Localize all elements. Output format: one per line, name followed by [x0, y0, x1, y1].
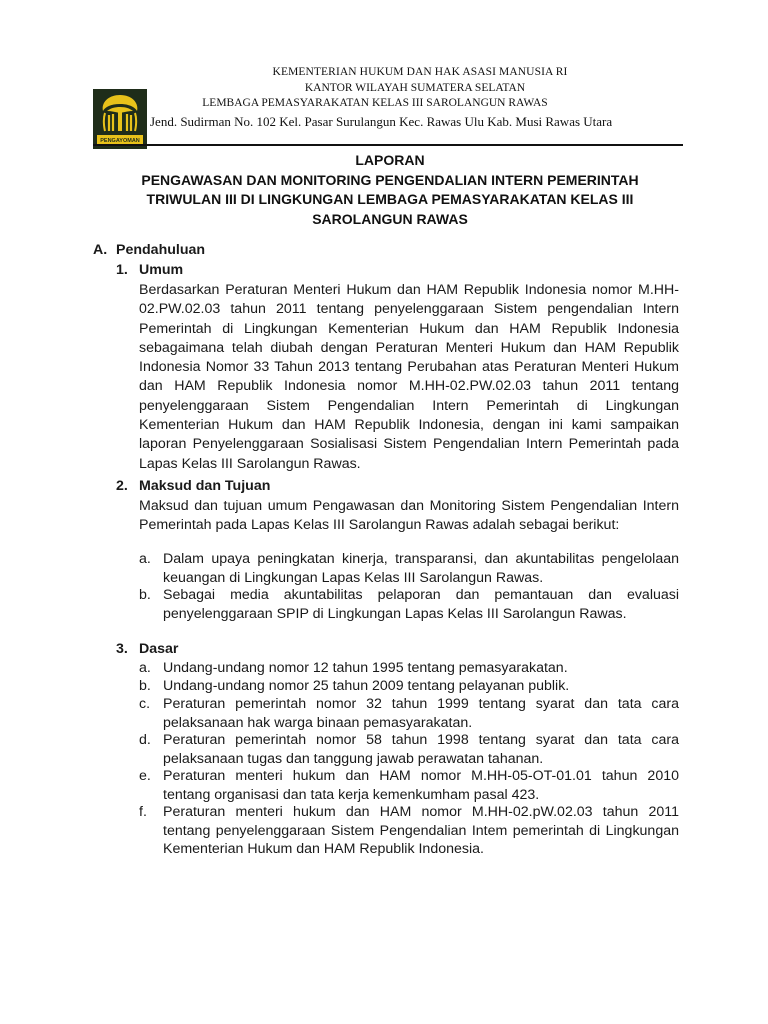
maksud-item-b-text: Sebagai media akuntabilitas pelaporan dan pemantauan dan evaluasi penyelenggaraan SPIP di Lingkungan Lapas Kelas III Sarolangun Rawas.: [163, 587, 679, 622]
dasar-item-f-text: Peraturan menteri hukum dan HAM nomor M.HH-02.pW.02.03 tahun 2011 tentang penyelenggaraan Sistem Pengendalian Intem pemerintah di Lingkungan Kementerian Hukum dan HAM Republik Indonesia.: [163, 804, 679, 857]
maksud-number: 2.: [116, 478, 128, 494]
dasar-item-a-text: Undang-undang nomor 12 tahun 1995 tentang pemasyarakatan.: [163, 660, 568, 676]
letterhead-ministry: KEMENTERIAN HUKUM DAN HAK ASASI MANUSIA RI: [272, 66, 568, 78]
pengayoman-emblem-icon: [93, 89, 147, 149]
umum-paragraph: Berdasarkan Peraturan Menteri Hukum dan HAM Republik Indonesia nomor M.HH-02.PW.02.03 tahun 2011 tentang penyelenggaraan Sistem pengendalian Intern Pemerintah di Lingkungan Kementerian Hukum dan HAM Republik Indonesia sebagaimana telah diubah dengan Peraturan Menteri Hukum dan HAM Republik Indonesia Nomor 33 Tahun 2013 tentang Perubahan atas Peraturan Menteri Hukum dan HAM Republik Indonesia nomor M.HH-02.PW.02.03 tahun 2011 tentang penyelenggaraan Sistem Pengendalian Intern Pemerintah di Lingkungan Kementerian Hukum dan HAM Republik Indonesia, dengan ini kami sampaikan laporan Penyelenggaraan Sosialisasi Sistem Pengendalian Intern Pemerintah pada Lapas Kelas III Sarolangun Rawas.: [139, 282, 679, 472]
dasar-item-d-text: Peraturan pemerintah nomor 58 tahun 1998 tentang syarat dan tata cara pelaksanaan tugas dan tanggung jawab perawatan tahanan.: [163, 732, 679, 767]
maksud-item-a-text: Dalam upaya peningkatan kinerja, transparansi, dan akuntabilitas pengelolaan keuangan di Lingkungan Lapas Kelas III Sarolangun Rawas.: [163, 551, 679, 586]
report-title: [90, 151, 690, 229]
dasar-item-e-label: e.: [139, 768, 151, 784]
maksud-heading: Maksud dan Tujuan: [139, 478, 271, 494]
maksud-paragraph: Maksud dan tujuan umum Pengawasan dan Monitoring Sistem Pengendalian Intern Pemerintah pada Lapas Kelas III Sarolangun Rawas adalah sebagai berikut:: [139, 498, 679, 534]
letterhead-divider: [93, 144, 683, 146]
title-line-4: SAROLANGUN RAWAS: [312, 210, 468, 227]
maksud-item-a-label: a.: [139, 551, 151, 567]
dasar-item-b-label: b.: [139, 678, 151, 694]
dasar-item-c-text: Peraturan pemerintah nomor 32 tahun 1999 tentang syarat dan tata cara pelaksanaan hak warga binaan pemasyarakatan.: [163, 696, 679, 731]
list-item: [139, 586, 679, 624]
umum-number: 1.: [116, 262, 128, 278]
letterhead-institution: LEMBAGA PEMASYARAKATAN KELAS III SAROLANGUN RAWAS: [202, 97, 548, 109]
dasar-item-c-label: c.: [139, 696, 151, 712]
dasar-number: 3.: [116, 641, 128, 657]
dasar-item-b-text: Undang-undang nomor 25 tahun 2009 tentang pelayanan publik.: [163, 678, 570, 694]
section-a-heading: Pendahuluan: [116, 242, 206, 258]
maksud-item-b-label: b.: [139, 587, 151, 603]
umum-heading: Umum: [139, 262, 184, 278]
section-a-label: A.: [93, 242, 108, 258]
title-line-2: PENGAWASAN DAN MONITORING PENGENDALIAN INTERN PEMERINTAH: [141, 171, 639, 188]
dasar-heading: Dasar: [139, 641, 179, 657]
title-line-3: TRIWULAN III DI LINGKUNGAN LEMBAGA PEMASYARAKATAN KELAS III: [146, 191, 634, 207]
list-item: [139, 550, 679, 588]
letterhead-address: Jend. Sudirman No. 102 Kel. Pasar Surulangun Kec. Rawas Ulu Kab. Musi Rawas Utara: [150, 114, 613, 129]
letterhead-regional-office: KANTOR WILAYAH SUMATERA SELATAN: [304, 82, 526, 94]
dasar-item-d-label: d.: [139, 732, 151, 748]
title-line-1: LAPORAN: [355, 152, 425, 168]
dasar-item-a-label: a.: [139, 660, 151, 676]
logo-ribbon-text: PENGAYOMAN: [100, 138, 140, 144]
dasar-item-e-text: Peraturan menteri hukum dan HAM nomor M.HH-05-OT-01.01 tahun 2010 tentang organisasi dan tata kerja kemenkumham pasal 423.: [163, 768, 679, 803]
pengayoman-logo: [93, 89, 147, 149]
dasar-item-f-label: f.: [139, 804, 147, 820]
